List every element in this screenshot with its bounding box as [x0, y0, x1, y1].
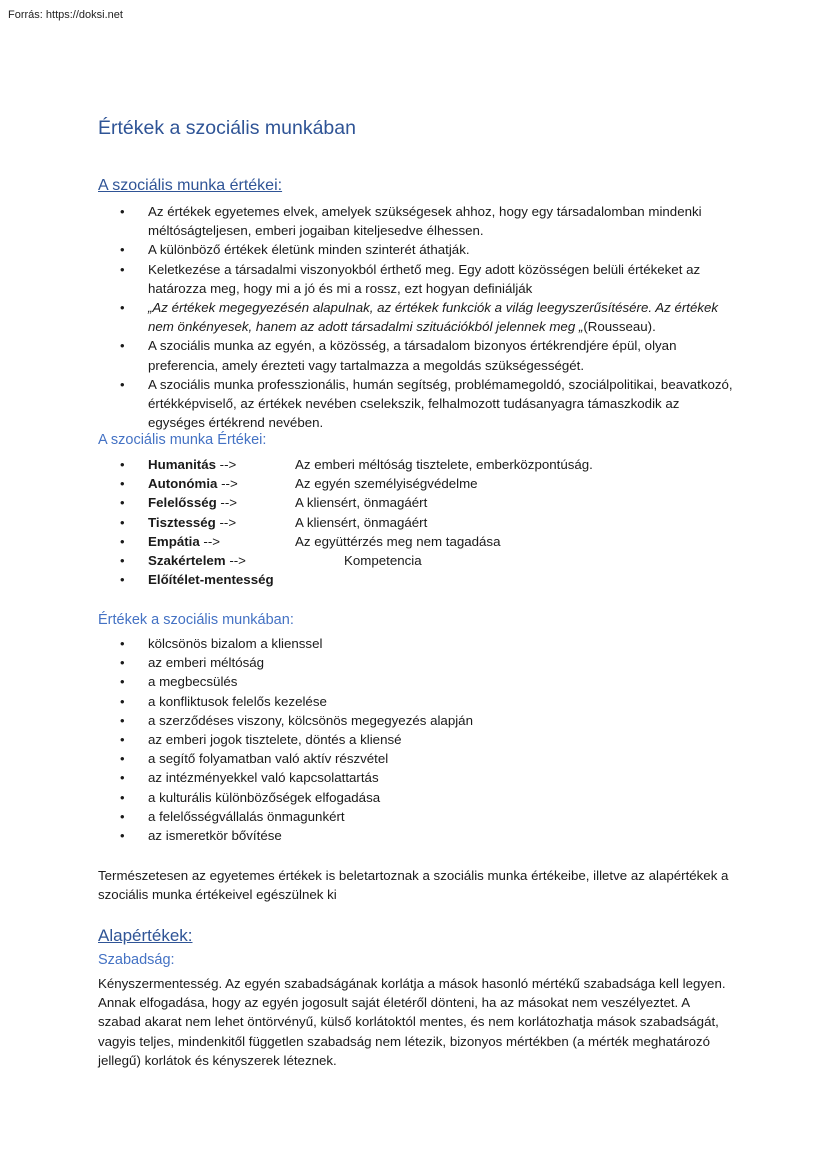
quote-text: „Az értékek megegyezésén alapulnak, az értékek funkciók a világ leegyszerűsítésére. Az értékek nem önkényesek, hanem az adott társadalmi szituációkból jelennek meg „ [148, 300, 719, 335]
value-item [98, 474, 738, 493]
list-item: • a felelősségvállalás önmagunkért [98, 807, 738, 826]
value-name: Empátia [148, 533, 200, 549]
freedom-paragraph: Kényszermentesség. Az egyén szabadságának korlátja a mások hasonló mértékű szabadsága kell legyen. Annak elfogadása, hogy az egyén jogosult saját életéről dönteni, ha az másokat nem veszélyeztet. A szabad akarat nem lehet öntörvényű, külső korlátoktól mentes, és nem korlátozhatja mások szabadságát, vagyis teljes, mindenkitől független szabadság nem létezik, bizonyos mértékben (a mérték meghatározó jellegű) korlátok és kényszerek léteznek. [98, 976, 726, 1068]
list-item: • a szerződéses viszony, kölcsönös megegyezés alapján [98, 711, 738, 730]
value-desc: Kompetencia [344, 553, 422, 569]
subheading-freedom: Szabadság: [98, 952, 175, 968]
value-name: Tisztesség [148, 514, 216, 530]
value-name: Felelősség [148, 495, 217, 511]
list-item: • Az értékek egyetemes elvek, amelyek szükségesek ahhoz, hogy egy társadalomban mindenki méltóságteljesen, emberi jogaiban kiteljesedve élhessen. [98, 202, 738, 240]
work-values-list [98, 634, 738, 845]
section-heading-values-in-work: Értékek a szociális munkában: [98, 612, 294, 628]
section-heading-values-list: A szociális munka Értékei: [98, 432, 267, 448]
value-name: Autonómia [148, 476, 218, 492]
value-arrow: --> [199, 533, 221, 549]
list-item: • A különböző értékek életünk minden szinterét áthatják. [98, 240, 738, 259]
value-desc: Az együttérzés meg nem tagadása [295, 533, 501, 549]
section-heading-basic-values: Alapértékek: [98, 926, 193, 945]
list-item: • a megbecsülés [98, 672, 738, 691]
section-heading-social-work-values: A szociális munka értékei: [98, 177, 283, 194]
quote-author: (Rousseau). [583, 319, 656, 335]
list-item: • Keletkezése a társadalmi viszonyokból érthető meg. Egy adott közösségen belüli értékeket az határozza meg, hogy mi a jó és mi a rossz, ezt hogyan definiálják [98, 260, 738, 298]
list-item-quote [98, 298, 738, 336]
value-item [98, 532, 738, 551]
value-name: Szakértelem [148, 553, 226, 569]
value-item [98, 513, 738, 532]
list-item: • a segítő folyamatban való aktív részvétel [98, 749, 738, 768]
list-item: • A szociális munka professzionális, humán segítség, problémamegoldó, szociálpolitikai, beavatkozó, értékképviselő, az értékek nevében cselekszik, felhalmozott tudásanyagra támaszkodik az egységes értékrend nevében. [98, 375, 738, 433]
list-item: • kölcsönös bizalom a klienssel [98, 634, 738, 653]
list-item: • az intézményekkel való kapcsolattartás [98, 768, 738, 787]
value-desc: Az emberi méltóság tisztelete, emberközpontúság. [295, 457, 593, 472]
list-item: • a kulturális különbözőségek elfogadása [98, 788, 738, 807]
value-desc: A kliensért, önmagáért [295, 495, 428, 511]
list-item: • az emberi jogok tisztelete, döntés a kliensé [98, 730, 738, 749]
value-item [98, 551, 738, 570]
summary-paragraph: Természetesen az egyetemes értékek is beletartoznak a szociális munka értékeibe, illetve az alapértékek a szociális munka értékeivel egészülnek ki [98, 868, 729, 903]
value-desc: Az egyén személyiségvédelme [295, 476, 478, 492]
list-item: • A szociális munka az egyén, a közösség, a társadalom bizonyos értékrendjére épül, olyan preferencia, amely érezteti vagy tartalmazza a megoldás szükségességét. [98, 336, 738, 374]
value-arrow: --> [215, 457, 237, 472]
core-values-list [98, 455, 738, 589]
value-arrow: --> [217, 476, 238, 492]
value-item [98, 570, 738, 589]
value-arrow: --> [215, 514, 237, 530]
values-bullet-list [98, 202, 738, 432]
value-item [98, 455, 738, 474]
source-note: Forrás: https://doksi.net [8, 9, 123, 21]
list-item: • a konfliktusok felelős kezelése [98, 692, 738, 711]
value-name: Előítélet-mentesség [148, 572, 274, 588]
value-name: Humanitás [148, 457, 216, 472]
value-item [98, 493, 738, 512]
list-item: • az emberi méltóság [98, 653, 738, 672]
value-arrow: --> [225, 553, 246, 569]
value-arrow: --> [216, 495, 238, 511]
value-desc: A kliensért, önmagáért [295, 514, 428, 530]
list-item: • az ismeretkör bővítése [98, 826, 738, 845]
page-title: Értékek a szociális munkában [98, 117, 356, 139]
